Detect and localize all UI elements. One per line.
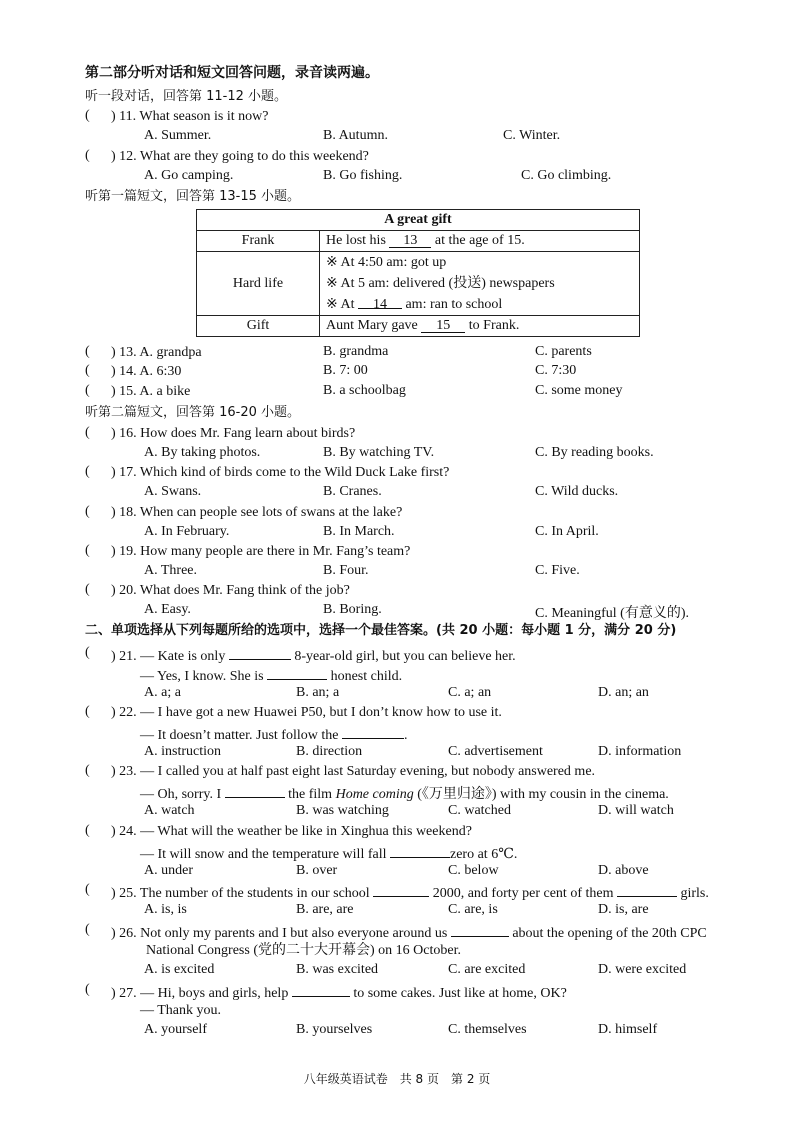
question-stem: ) 16. How does Mr. Fang learn about birds? (111, 426, 356, 441)
stem-text: — It will snow and the temperature will fall (140, 847, 387, 862)
option-c: C. some money (535, 383, 623, 398)
stem-text: ) 27. — Hi, boys and girls, help (111, 986, 289, 1001)
option-c: C. advertisement (448, 744, 543, 759)
answer-bracket[interactable]: ( (85, 363, 90, 378)
film-title: Home coming (335, 787, 414, 802)
option-b: B. Cranes. (323, 484, 382, 499)
question-line-2 (140, 665, 402, 686)
stem-text: honest child. (330, 669, 403, 684)
blank-15[interactable]: 15 (421, 318, 465, 333)
stem-text: — Oh, sorry. I (140, 787, 222, 802)
option-c: C. themselves (448, 1022, 527, 1037)
option-c: C. Wild ducks. (535, 484, 619, 499)
option-b: B. an; a (296, 685, 340, 700)
answer-bracket[interactable]: ( (85, 464, 90, 479)
cell-text: He lost his (326, 233, 386, 248)
option-b: B. In March. (323, 524, 395, 539)
option-b: B. was watching (296, 803, 389, 818)
option-c: C. 7:30 (535, 363, 577, 378)
option-d: D. above (598, 863, 649, 878)
stem-text: about the opening of the 20th CPC (512, 926, 707, 941)
option-b: B. Boring. (323, 602, 382, 617)
question-stem (111, 882, 709, 903)
option-a: A. watch (144, 803, 195, 818)
option-a: A. Go camping. (144, 168, 234, 183)
option-c: C. are excited (448, 962, 526, 977)
question-stem: ) 24. — What will the weather be like in Xinghua this weekend? (111, 824, 472, 839)
option-b: B. Autumn. (323, 128, 388, 143)
option-a: A. In February. (144, 524, 230, 539)
option-b: B. over (296, 863, 338, 878)
option-d: D. is, are (598, 902, 649, 917)
option-d: D. an; an (598, 685, 649, 700)
option-b: B. yourselves (296, 1022, 373, 1037)
stem-text: girls. (680, 886, 709, 901)
option-c: C. Meaningful (有意义的). (535, 606, 689, 621)
question-stem: ) 13. A. grandpa (111, 345, 202, 360)
blank-14[interactable]: 14 (358, 294, 402, 309)
question-stem: ) 15. A. a bike (111, 384, 191, 399)
question-stem: ) 23. — I called you at half past eight last Saturday evening, but nobody answered me. (111, 764, 596, 779)
option-b: B. By watching TV. (323, 445, 435, 460)
hard-line-3 (326, 294, 633, 315)
option-a: A. instruction (144, 744, 221, 759)
cell-text: at the age of 15. (434, 233, 525, 248)
option-c: C. below (448, 863, 499, 878)
stem-text: 2000, and forty per cent of them (432, 886, 614, 901)
question-line-2 (140, 724, 407, 745)
question-line-2: National Congress (党的二十大开幕会) on 16 October. (146, 943, 461, 958)
answer-bracket[interactable]: ( (85, 763, 90, 778)
option-c: C. parents (535, 344, 592, 359)
option-b: B. Go fishing. (323, 168, 403, 183)
option-b: B. was excited (296, 962, 379, 977)
answer-bracket[interactable]: ( (85, 148, 90, 163)
stem-text: (《万里归途》) with my cousin in the cinema. (417, 787, 669, 802)
question-line-2 (140, 783, 669, 804)
question-stem: ) 12. What are they going to do this weekend? (111, 149, 369, 164)
stem-text: — Yes, I know. She is (140, 669, 264, 684)
question-line-2 (140, 843, 517, 864)
stem-text: ) 26. Not only my parents and I but also everyone around us (111, 926, 448, 941)
stem-text: zero at 6℃. (450, 847, 518, 862)
answer-bracket[interactable]: ( (85, 882, 90, 897)
option-a: A. By taking photos. (144, 445, 261, 460)
question-stem: ) 18. When can people see lots of swans at the lake? (111, 505, 403, 520)
answer-blank[interactable] (373, 882, 429, 897)
option-c: C. Five. (535, 563, 580, 578)
answer-blank[interactable] (267, 665, 327, 680)
question-stem: ) 17. Which kind of birds come to the Wild Duck Lake first? (111, 465, 450, 480)
option-a: A. is, is (144, 902, 187, 917)
question-stem: ) 14. A. 6:30 (111, 364, 182, 379)
hard-line-2: ※ At 5 am: delivered (投送) newspapers (326, 276, 555, 291)
option-a: A. yourself (144, 1022, 207, 1037)
answer-bracket[interactable]: ( (85, 922, 90, 937)
stem-text: ) 25. The number of the students in our school (111, 886, 370, 901)
cell-text: am: ran to school (405, 297, 503, 312)
option-b: B. 7: 00 (323, 363, 368, 378)
option-b: B. grandma (323, 344, 389, 359)
table-cell-hard-life (320, 252, 640, 316)
question-stem: ) 22. — I have got a new Huawei P50, but I don’t know how to use it. (111, 705, 502, 720)
answer-bracket[interactable]: ( (85, 383, 90, 398)
option-a: A. Summer. (144, 128, 212, 143)
table-cell-frank (320, 231, 640, 252)
answer-bracket[interactable]: ( (85, 823, 90, 838)
answer-blank[interactable] (617, 882, 677, 897)
cell-text: to Frank. (468, 318, 520, 333)
passage2-instruction: 听第二篇短文，回答第 16-20 小题。 (85, 405, 301, 420)
stem-text: 8-year-old girl, but you can believe her. (294, 649, 516, 664)
table-label-frank: Frank (197, 231, 320, 252)
stem-text: to some cakes. Just like at home, OK? (353, 986, 567, 1001)
option-c: C. a; an (448, 685, 492, 700)
cell-text: ※ At (326, 297, 355, 312)
option-c: C. are, is (448, 902, 498, 917)
answer-bracket[interactable]: ( (85, 543, 90, 558)
answer-bracket[interactable]: ( (85, 504, 90, 519)
answer-bracket[interactable]: ( (85, 108, 90, 123)
blank-13[interactable]: 13 (389, 233, 431, 248)
option-b: B. are, are (296, 902, 354, 917)
option-d: D. himself (598, 1022, 658, 1037)
option-d: D. information (598, 744, 682, 759)
stem-text: the film (288, 787, 333, 802)
question-stem (111, 982, 567, 1003)
option-a: A. Three. (144, 563, 197, 578)
answer-blank[interactable] (451, 922, 509, 937)
part2-header: 第二部分听对话和短文回答问题，录音读两遍。 (85, 65, 379, 81)
page-footer: 八年级英语试卷 共 8 页 第 2 页 (303, 1072, 491, 1086)
stem-text: ) 21. — Kate is only (111, 649, 226, 664)
table-title: A great gift (197, 210, 640, 231)
option-a: A. a; a (144, 685, 181, 700)
answer-blank[interactable] (390, 843, 450, 858)
hard-line-1: ※ At 4:50 am: got up (326, 255, 447, 270)
option-a: A. under (144, 863, 193, 878)
option-d: D. will watch (598, 803, 674, 818)
question-stem (111, 645, 516, 666)
dialog-instruction: 听一段对话，回答第 11-12 小题。 (85, 89, 288, 104)
table-label-gift: Gift (197, 316, 320, 337)
question-stem: ) 11. What season is it now? (111, 109, 269, 124)
question-stem (111, 922, 707, 943)
answer-blank[interactable] (342, 724, 404, 739)
option-b: B. a schoolbag (323, 383, 406, 398)
option-c: C. Winter. (503, 128, 561, 143)
option-c: C. watched (448, 803, 511, 818)
answer-bracket[interactable]: ( (85, 645, 90, 660)
answer-bracket[interactable]: ( (85, 344, 90, 359)
option-c: C. Go climbing. (521, 168, 612, 183)
question-stem: ) 19. How many people are there in Mr. Fang’s team? (111, 544, 411, 559)
table-label-hard-life: Hard life (197, 252, 320, 316)
stem-text: — It doesn’t matter. Just follow the (140, 728, 339, 743)
answer-bracket[interactable]: ( (85, 982, 90, 997)
great-gift-table (196, 209, 640, 337)
answer-bracket[interactable]: ( (85, 582, 90, 597)
passage1-instruction: 听第一篇短文，回答第 13-15 小题。 (85, 189, 301, 204)
stem-text: . (403, 728, 408, 743)
option-b: B. direction (296, 744, 363, 759)
option-a: A. Swans. (144, 484, 202, 499)
option-c: C. In April. (535, 524, 599, 539)
answer-bracket[interactable]: ( (85, 704, 90, 719)
answer-bracket[interactable]: ( (85, 425, 90, 440)
option-a: A. Easy. (144, 602, 191, 617)
section2-header: 二、单项选择从下列每题所给的选项中，选择一个最佳答案。(共 20 小题：每小题 1 分，满分 20 分) (85, 623, 677, 638)
answer-blank[interactable] (229, 645, 291, 660)
option-d: D. were excited (598, 962, 687, 977)
option-a: A. is excited (144, 962, 215, 977)
answer-blank[interactable] (292, 982, 350, 997)
question-line-2: — Thank you. (140, 1003, 222, 1018)
option-b: B. Four. (323, 563, 369, 578)
question-stem: ) 20. What does Mr. Fang think of the job? (111, 583, 350, 598)
table-cell-gift (320, 316, 640, 337)
cell-text: Aunt Mary gave (326, 318, 418, 333)
answer-blank[interactable] (225, 783, 285, 798)
option-c: C. By reading books. (535, 445, 654, 460)
